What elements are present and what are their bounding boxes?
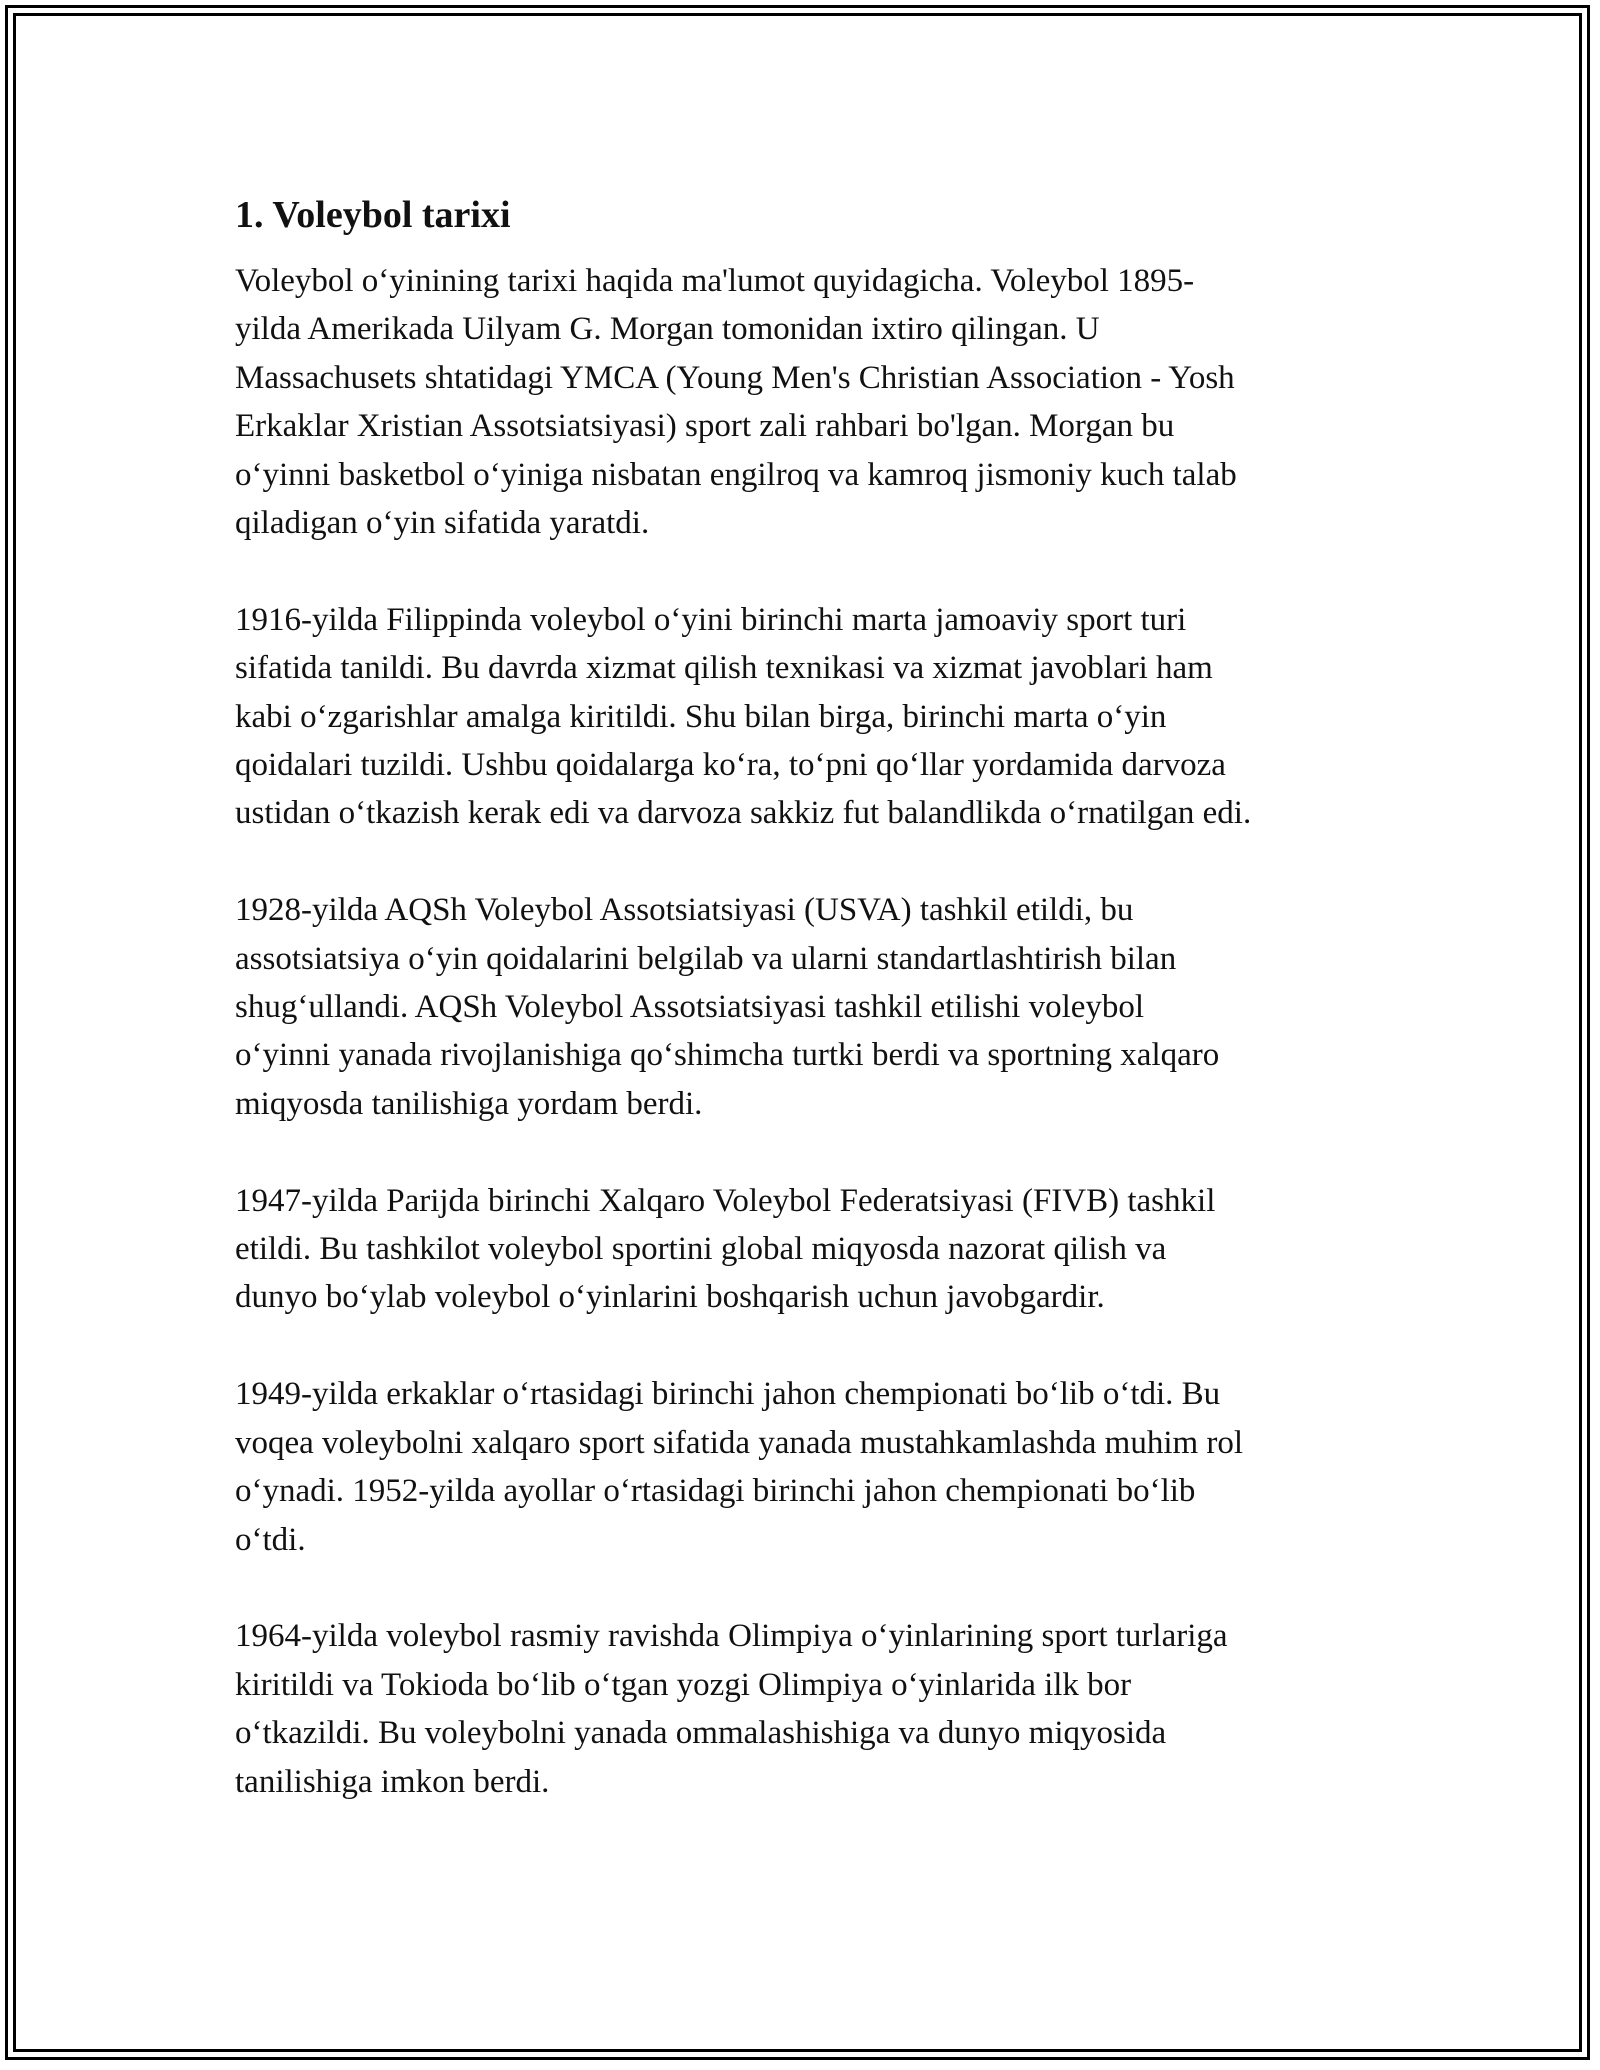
text-line: kabi o‘zgarishlar amalga kiritildi. Shu bilan birga, birinchi marta o‘yin: [235, 698, 1167, 735]
text-line: Erkaklar Xristian Assotsiatsiyasi) sport zali rahbari bo'lgan. Morgan bu: [235, 408, 1175, 445]
text-line: 1964-yilda voleybol rasmiy ravishda Olimpiya o‘yinlarining sport turlariga: [235, 1618, 1228, 1655]
paragraph-1928: [235, 886, 1375, 1128]
text-line: 1916-yilda Filippinda voleybol o‘yini birinchi marta jamoaviy sport turi: [235, 601, 1187, 638]
paragraph-1916: [235, 596, 1375, 838]
text-line: Voleybol o‘yinining tarixi haqida ma'lumot quyidagicha. Voleybol 1895-: [235, 263, 1195, 299]
text-line: ustidan o‘tkazish kerak edi va darvoza sakkiz fut balandlikda o‘rnatilgan edi.: [235, 795, 1252, 832]
text-line: voqea voleybolni xalqaro sport sifatida yanada mustahkamlashda muhim rol: [235, 1424, 1244, 1461]
text-line: o‘yinni basketbol o‘yiniga nisbatan engilroq va kamroq jismoniy kuch talab: [235, 456, 1237, 493]
text-line: Massachusets shtatidagi YMCA (Young Men's Christian Association - Yosh: [235, 359, 1235, 396]
text-line: yilda Amerikada Uilyam G. Morgan tomonidan ixtiro qilingan. U: [235, 311, 1100, 348]
text-line: dunyo bo‘ylab voleybol o‘yinlarini boshqarish uchun javobgardir.: [235, 1279, 1105, 1316]
section-heading: 1. Voleybol tarixi: [235, 194, 511, 236]
text-line: shug‘ullandi. AQSh Voleybol Assotsiatsiyasi tashkil etilishi voleybol: [235, 989, 1145, 1026]
paragraph-1947: [235, 1177, 1375, 1322]
text-line: miqyosda tanilishiga yordam berdi.: [235, 1085, 703, 1122]
paragraph-history-intro: [235, 257, 1375, 547]
paragraph-1949: [235, 1370, 1375, 1564]
text-line: qoidalari tuzildi. Ushbu qoidalarga ko‘ra, to‘pni qo‘llar yordamida darvoza: [235, 747, 1226, 784]
text-line: assotsiatsiya o‘yin qoidalarini belgilab va ularni standartlashtirish bilan: [235, 940, 1177, 977]
text-line: o‘tdi.: [235, 1521, 306, 1558]
text-line: 1949-yilda erkaklar o‘rtasidagi birinchi jahon chempionati bo‘lib o‘tdi. Bu: [235, 1376, 1221, 1413]
document-body: [235, 185, 1375, 1854]
text-line: 1947-yilda Parijda birinchi Xalqaro Voleybol Federatsiyasi (FIVB) tashkil: [235, 1182, 1216, 1219]
text-line: o‘tkazildi. Bu voleybolni yanada ommalashishiga va dunyo miqyosida: [235, 1715, 1167, 1752]
text-line: 1928-yilda AQSh Voleybol Assotsiatsiyasi (USVA) tashkil etildi, bu: [235, 892, 1134, 929]
paragraph-1964: [235, 1612, 1375, 1806]
text-line: o‘yinni yanada rivojlanishiga qo‘shimcha turtki berdi va sportning xalqaro: [235, 1037, 1220, 1074]
text-line: etildi. Bu tashkilot voleybol sportini global miqyosda nazorat qilish va: [235, 1231, 1167, 1268]
text-line: tanilishiga imkon berdi.: [235, 1763, 550, 1800]
text-line: sifatida tanildi. Bu davrda xizmat qilish texnikasi va xizmat javoblari ham: [235, 650, 1213, 687]
text-line: kiritildi va Tokioda bo‘lib o‘tgan yozgi Olimpiya o‘yinlarida ilk bor: [235, 1666, 1132, 1703]
text-line: qiladigan o‘yin sifatida yaratdi.: [235, 505, 650, 542]
text-line: o‘ynadi. 1952-yilda ayollar o‘rtasidagi birinchi jahon chempionati bo‘lib: [235, 1473, 1196, 1510]
